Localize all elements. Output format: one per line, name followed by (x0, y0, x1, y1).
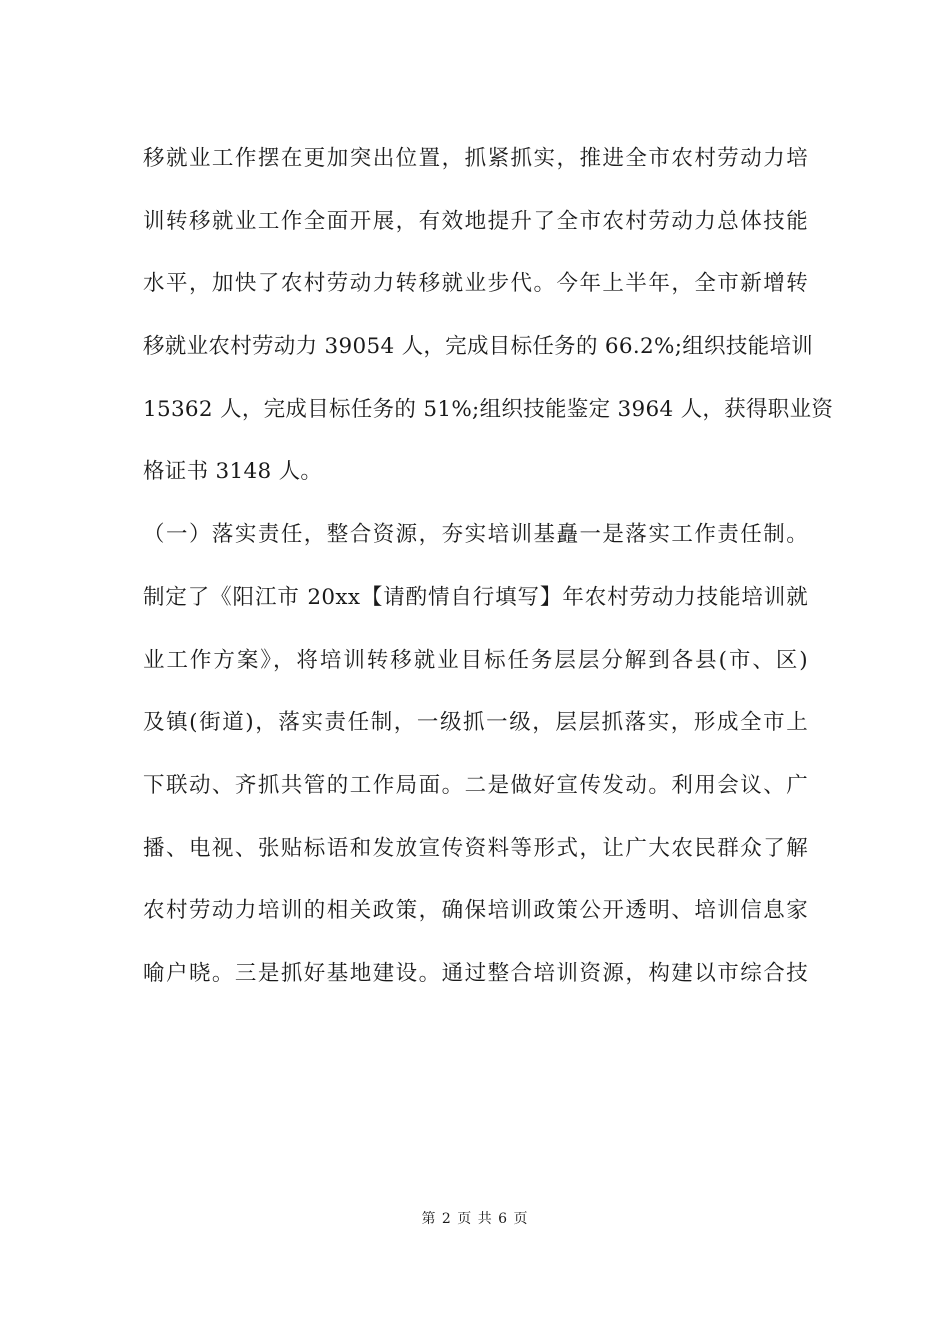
text-line: 移就业农村劳动力 39054 人，完成目标任务的 66.2%;组织技能培训 (143, 334, 814, 360)
text-line: 业工作方案》，将培训转移就业目标任务层层分解到各县(市、区) (143, 647, 808, 673)
text-line: 喻户晓。三是抓好基地建设。通过整合培训资源，构建以市综合技 (143, 960, 808, 986)
text-line: 格证书 3148 人。 (143, 459, 323, 485)
text-line: 15362 人，完成目标任务的 51%;组织技能鉴定 3964 人，获得职业资 (143, 396, 834, 422)
text-line: 训转移就业工作全面开展，有效地提升了全市农村劳动力总体技能 (143, 208, 808, 234)
text-line: 播、电视、张贴标语和发放宣传资料等形式，让广大农民群众了解 (143, 835, 808, 861)
text-line: 农村劳动力培训的相关政策，确保培训政策公开透明、培训信息家 (143, 898, 808, 924)
body-text (143, 128, 834, 1006)
page-number-footer: 第 2 页 共 6 页 (421, 1211, 529, 1227)
text-line: 制定了《阳江市 20xx【请酌情自行填写】年农村劳动力技能培训就 (143, 584, 808, 610)
text-line: 移就业工作摆在更加突出位置，抓紧抓实，推进全市农村劳动力培 (143, 146, 808, 171)
section-heading-line: （一）落实责任，整合资源，夯实培训基矗一是落实工作责任制。 (143, 522, 808, 548)
text-line: 及镇(街道)，落实责任制，一级抓一级，层层抓落实，形成全市上 (143, 710, 808, 736)
text-line: 下联动、齐抓共管的工作局面。二是做好宣传发动。利用会议、广 (143, 772, 808, 798)
text-line: 水平，加快了农村劳动力转移就业步代。今年上半年，全市新增转 (143, 271, 808, 297)
